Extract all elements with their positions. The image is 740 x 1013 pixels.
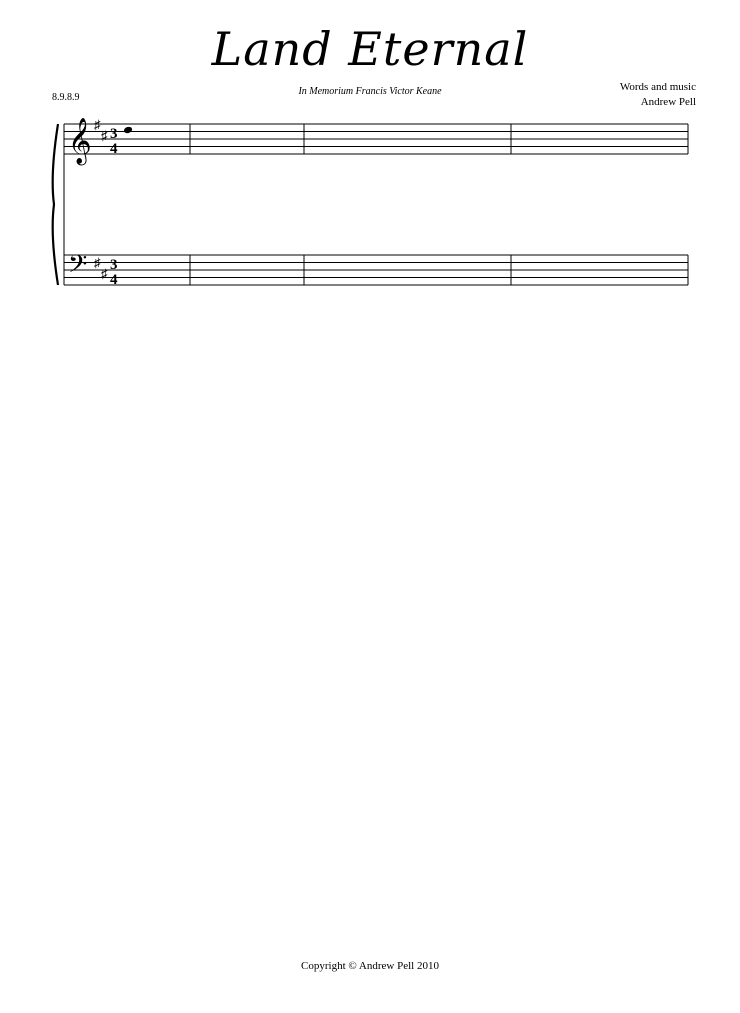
time-signature-top: 3 bbox=[110, 126, 118, 142]
credit-line-2: Andrew Pell bbox=[640, 96, 696, 108]
dedication: In Memorium Francis Victor Keane bbox=[298, 86, 442, 97]
staff-notation bbox=[0, 110, 740, 320]
key-sharp: ♯ bbox=[94, 117, 101, 132]
hymn-title: Land Eternal bbox=[211, 22, 529, 76]
music-system-3 bbox=[0, 530, 740, 740]
credit bbox=[620, 80, 696, 110]
meter: 8.9.8.9 bbox=[52, 92, 80, 103]
bass-clef: 𝄢 bbox=[68, 250, 88, 285]
key-sharp: ♯ bbox=[101, 128, 108, 143]
time-signature-bottom: 4 bbox=[110, 272, 118, 288]
music-system-1 bbox=[0, 110, 740, 320]
key-sharp: ♯ bbox=[101, 266, 108, 281]
time-signature-top: 3 bbox=[110, 257, 118, 273]
brace bbox=[53, 124, 58, 285]
treble-clef: 𝄞 bbox=[68, 118, 92, 164]
time-signature-bottom: 4 bbox=[110, 141, 118, 157]
note-head bbox=[123, 126, 133, 135]
copyright: Copyright © Andrew Pell 2010 bbox=[301, 960, 439, 972]
key-sharp: ♯ bbox=[94, 255, 101, 270]
music-system-4 bbox=[0, 740, 740, 950]
music-system-2 bbox=[0, 320, 740, 530]
credit-line-1: Words and music bbox=[619, 81, 696, 93]
